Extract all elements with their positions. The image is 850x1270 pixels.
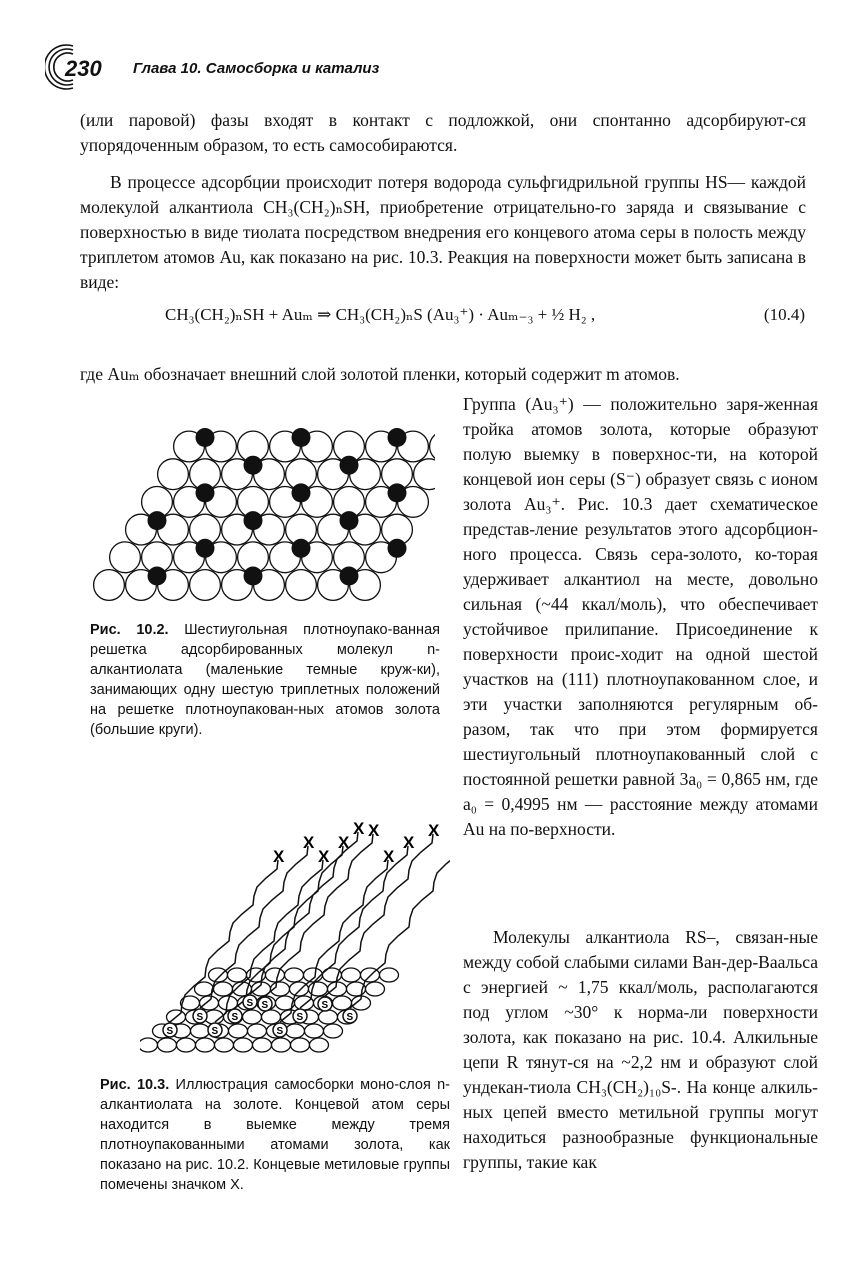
sulfur-label: S bbox=[276, 1026, 284, 1037]
gold-surface-atom bbox=[248, 1024, 267, 1038]
alkyl-chain bbox=[250, 832, 358, 994]
gold-surface-atom bbox=[196, 1038, 215, 1052]
thiolate-molecule bbox=[196, 483, 215, 502]
thiolate-molecule bbox=[292, 428, 311, 447]
sulfur-label: S bbox=[346, 1012, 354, 1023]
gold-surface-atom bbox=[319, 1010, 338, 1024]
figure-10-3-label: Рис. 10.3. bbox=[100, 1077, 170, 1093]
thiolate-molecule bbox=[340, 511, 359, 530]
gold-surface-atom bbox=[304, 968, 323, 982]
gold-atom bbox=[414, 459, 435, 490]
gold-surface-atom bbox=[177, 1038, 196, 1052]
thiolate-molecule bbox=[340, 567, 359, 586]
equation-body: CH₃(CH₂)ₙSH + Auₘ ⇒ CH₃(CH₂)ₙS (Au₃⁺) · Auₘ₋₃ + ½ H₂ , bbox=[165, 305, 596, 324]
page-number: 230 bbox=[65, 56, 102, 81]
gold-surface-atom bbox=[272, 1038, 291, 1052]
thiolate-molecule bbox=[244, 456, 263, 475]
gold-surface-atom bbox=[291, 1038, 310, 1052]
figure-10-3-monolayer-illustration bbox=[140, 780, 450, 1065]
gold-surface-atom bbox=[140, 1038, 158, 1052]
gold-surface-atom bbox=[191, 1024, 210, 1038]
gold-surface-atom bbox=[342, 968, 361, 982]
thiolate-molecule bbox=[196, 428, 215, 447]
gold-surface-atom bbox=[305, 1024, 324, 1038]
sulfur-label: S bbox=[211, 1026, 219, 1037]
gold-surface-atom bbox=[366, 982, 385, 996]
equation-number: (10.4) bbox=[763, 305, 805, 324]
gold-surface-atom bbox=[262, 1010, 281, 1024]
thiolate-molecule bbox=[340, 456, 359, 475]
figure-10-2-hexagonal-lattice bbox=[85, 400, 435, 615]
methyl-end-group-marker: X bbox=[353, 819, 365, 838]
gold-atom bbox=[190, 570, 221, 601]
gold-surface-atom bbox=[266, 968, 285, 982]
gold-surface-atom bbox=[380, 968, 399, 982]
right-column-paragraph-1: Группа (Au₃⁺) — положительно заря-женная тройка атомов золота, которые образуют полую выемку в поверхнос-ти, на которой концевой ион серы (S⁻) образует связь с ионом золота Au₃⁺. Рис. 10.3 дает схематическое представ-ление результатов этого адсорбцион-ного процесса. Связь сера-золото, ко-торая удерживает алкантиол на месте, довольно сильная (~44 ккал/моль), что обеспечивает устойчивое прилипание. Присоединение к поверхности проис-ходит на одной шестой участков на (111) плотноупакованном слое, и эти участки заполняются регулярным об-разом, так что при этом формируется шестиугольный плотноупакованный слой с постоянной решетки равной 3a₀ = 0,865 нм, где a₀ = 0,4995 нм — расстояние между атомами Au на по-верхности. bbox=[463, 394, 818, 839]
page-header bbox=[45, 42, 805, 92]
figure-10-2-text: Шестиугольная плотноупако-ванная решетка адсорбированных молекул n-алкантиолата (маленькие темные круж-ки), занимающих одну шестую триплетных положений на решетке плотноупакован-ных атомов золота (большие круги). bbox=[90, 622, 440, 738]
chapter-title: Глава 10. Самосборка и катализ bbox=[133, 60, 380, 77]
thiolate-molecule bbox=[148, 511, 167, 530]
methyl-end-group-marker: X bbox=[368, 821, 380, 840]
thiolate-molecule bbox=[148, 567, 167, 586]
thiolate-molecule bbox=[388, 483, 407, 502]
equation-10-4 bbox=[165, 305, 805, 325]
gold-atom bbox=[110, 542, 141, 573]
methyl-end-group-marker: X bbox=[273, 847, 285, 866]
gold-atom bbox=[430, 431, 435, 462]
methyl-end-group-marker: X bbox=[428, 821, 440, 840]
methyl-end-group-marker: X bbox=[303, 833, 315, 852]
right-column-paragraph-2: Молекулы алкантиола RS–, связан-ные между собой слабыми силами Ван-дер-Ваальса с энергией ~ 1,75 ккал/моль, располагаются под углом ~30° к норма-ли поверхности золота, как показано на рис. 10.4. Алкильные цепи R тянут-ся на ~2,2 нм и образуют слой ундекан-тиола CH₃(CH₂)₁₀S-. На конце алкиль-ных цепей вместо метильной группы могут находиться разнообразные функциональные группы, такие как bbox=[463, 927, 818, 1172]
gold-surface-atom bbox=[253, 1038, 272, 1052]
gold-atom bbox=[158, 459, 189, 490]
methyl-end-group-marker: X bbox=[383, 847, 395, 866]
thiolate-molecule bbox=[244, 511, 263, 530]
sulfur-label: S bbox=[246, 998, 254, 1009]
gold-surface-atom bbox=[209, 968, 228, 982]
sulfur-label: S bbox=[231, 1012, 239, 1023]
gold-surface-atom bbox=[324, 1024, 343, 1038]
thiolate-molecule bbox=[292, 483, 311, 502]
gold-surface-atom bbox=[214, 982, 233, 996]
sulfur-label: S bbox=[166, 1026, 174, 1037]
sulfur-label: S bbox=[261, 1000, 269, 1011]
paragraph-2: В процессе адсорбции происходит потеря водорода сульфгидрильной группы HS— каждой молекулой алкантиола CH₃(CH₂)ₙSH, приобретение отрицательно-го заряда и связывание с поверхностью в виде тиолата посредством внедрения его концевого атома серы в полость между триплетом атомов Au, как показано на рис. 10.3. Реакция на поверхности может быть записана в виде: bbox=[80, 172, 806, 292]
gold-surface-atom bbox=[215, 1038, 234, 1052]
paragraph-1: (или паровой) фазы входят в контакт с подложкой, они спонтанно адсорбируют-ся упорядоченным образом, то есть самособираются. bbox=[80, 110, 806, 155]
thiolate-molecule bbox=[292, 539, 311, 558]
gold-surface-atom bbox=[243, 1010, 262, 1024]
gold-surface-atom bbox=[285, 968, 304, 982]
gold-surface-atom bbox=[234, 1038, 253, 1052]
methyl-end-group-marker: X bbox=[338, 833, 350, 852]
methyl-end-group-marker: X bbox=[318, 847, 330, 866]
paragraph-3: где Auₘ обозначает внешний слой золотой пленки, который содержит m атомов. bbox=[80, 364, 680, 384]
gold-surface-atom bbox=[333, 996, 352, 1010]
sulfur-label: S bbox=[321, 1000, 329, 1011]
gold-surface-atom bbox=[200, 996, 219, 1010]
figure-10-3-caption bbox=[100, 1075, 450, 1195]
alkyl-chain bbox=[280, 860, 388, 1022]
thiolate-molecule bbox=[388, 539, 407, 558]
gold-surface-atom bbox=[229, 1024, 248, 1038]
gold-surface-atom bbox=[158, 1038, 177, 1052]
gold-surface-atom bbox=[310, 1038, 329, 1052]
thiolate-molecule bbox=[388, 428, 407, 447]
methyl-end-group-marker: X bbox=[403, 833, 415, 852]
gold-atom bbox=[94, 570, 125, 601]
gold-surface-atom bbox=[286, 1024, 305, 1038]
gold-atom bbox=[286, 570, 317, 601]
figure-10-2-label: Рис. 10.2. bbox=[90, 622, 169, 638]
gold-surface-atom bbox=[228, 968, 247, 982]
figure-10-3-text: Иллюстрация самосборки моно-слоя n-алкантиолата на золоте. Концевой атом серы находится в выемке между тремя плотноупакованными атомами золота, как показано на рис. 10.2. Концевые метиловые группы помечены значком X. bbox=[100, 1077, 450, 1193]
sulfur-label: S bbox=[296, 1012, 304, 1023]
thiolate-molecule bbox=[244, 567, 263, 586]
thiolate-molecule bbox=[196, 539, 215, 558]
alkyl-chain bbox=[350, 846, 450, 1008]
sulfur-label: S bbox=[196, 1012, 204, 1023]
figure-10-2-caption bbox=[90, 620, 440, 740]
